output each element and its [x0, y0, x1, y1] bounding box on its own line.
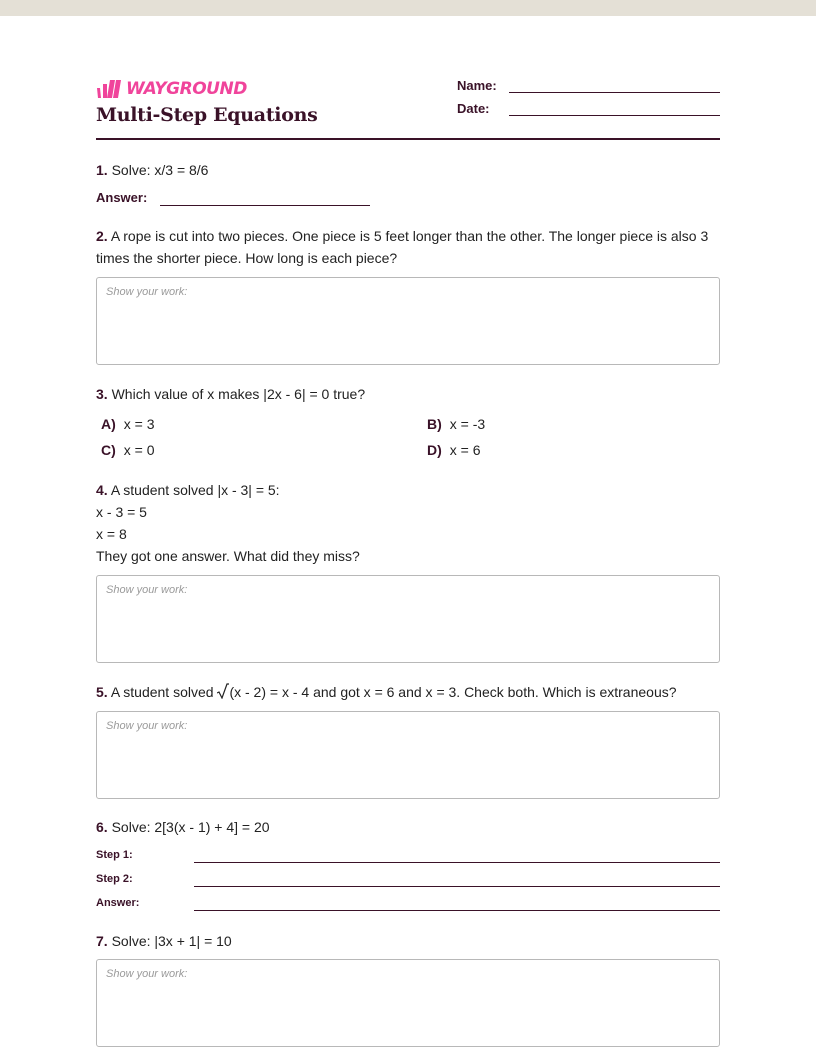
- question-number: 1.: [96, 162, 108, 178]
- question-text: Solve: 2[3(x - 1) + 4] = 20: [111, 819, 270, 835]
- question-text-end: (x - 2) = x - 4 and got x = 6 and x = 3. Check both. Which is extraneous?: [229, 684, 677, 700]
- page-top-bar: [0, 0, 816, 16]
- work-placeholder: Show your work:: [106, 584, 188, 596]
- question-text: Which value of x makes |2x - 6| = 0 true?: [111, 386, 366, 402]
- question-number: 6.: [96, 819, 108, 835]
- option-d[interactable]: [427, 442, 481, 458]
- work-placeholder: Show your work:: [106, 968, 188, 980]
- question-6: [96, 816, 720, 838]
- question-5: [96, 681, 720, 703]
- date-label: Date:: [457, 101, 490, 116]
- option-b[interactable]: [427, 416, 485, 432]
- question-text: Solve: |3x + 1| = 10: [111, 933, 232, 949]
- header-divider: [96, 138, 720, 140]
- question-number: 3.: [96, 386, 108, 402]
- work-placeholder: Show your work:: [106, 286, 188, 298]
- question-3: [96, 383, 720, 405]
- brand-logo: [96, 78, 247, 100]
- question-line: x - 3 = 5: [96, 504, 147, 520]
- option-value: x = -3: [449, 416, 486, 432]
- wayground-mark-icon: [96, 80, 122, 98]
- answer-line[interactable]: [160, 205, 370, 206]
- question-text: A student solved |x - 3| = 5:: [110, 482, 280, 498]
- date-line[interactable]: [509, 115, 720, 116]
- question-text: A rope is cut into two pieces. One piece is 5 feet longer than the other. The longer piece is also 3 times the shorter piece. How long is each piece?: [96, 228, 709, 266]
- question-text-start: A student solved: [110, 684, 218, 700]
- question-number: 2.: [96, 228, 108, 244]
- option-a[interactable]: [101, 416, 155, 432]
- question-line: x = 8: [96, 526, 127, 542]
- question-line: They got one answer. What did they miss?: [96, 548, 360, 564]
- square-root-icon: [217, 683, 229, 699]
- work-box[interactable]: [96, 959, 720, 1047]
- work-placeholder: Show your work:: [106, 720, 188, 732]
- question-7: [96, 930, 720, 952]
- question-1: [96, 159, 720, 181]
- option-letter: B): [427, 416, 442, 432]
- question-number: 5.: [96, 684, 108, 700]
- work-box[interactable]: [96, 277, 720, 365]
- answer-label: Answer:: [96, 190, 148, 205]
- name-line[interactable]: [509, 92, 720, 93]
- option-letter: D): [427, 442, 442, 458]
- question-text: Solve: x/3 = 8/6: [111, 162, 209, 178]
- work-box[interactable]: [96, 711, 720, 799]
- brand-name: WAYGROUND: [126, 79, 247, 99]
- date-field[interactable]: [457, 101, 720, 121]
- step-1-label: Step 1:: [96, 849, 133, 861]
- step-2-label: Step 2:: [96, 873, 133, 885]
- answer-label: Answer:: [96, 897, 140, 909]
- question-number: 4.: [96, 482, 108, 498]
- option-value: x = 0: [123, 442, 155, 458]
- step-2-line[interactable]: [194, 886, 720, 887]
- option-value: x = 3: [123, 416, 155, 432]
- option-value: x = 6: [449, 442, 481, 458]
- question-number: 7.: [96, 933, 108, 949]
- step-1-line[interactable]: [194, 862, 720, 863]
- answer-line[interactable]: [194, 910, 720, 911]
- option-letter: A): [101, 416, 116, 432]
- name-field[interactable]: [457, 78, 720, 98]
- question-2: [96, 225, 720, 269]
- option-c[interactable]: [101, 442, 155, 458]
- name-label: Name:: [457, 78, 497, 93]
- page-title: Multi-Step Equations: [96, 104, 318, 126]
- option-letter: C): [101, 442, 116, 458]
- work-box[interactable]: [96, 575, 720, 663]
- question-4: [96, 479, 720, 567]
